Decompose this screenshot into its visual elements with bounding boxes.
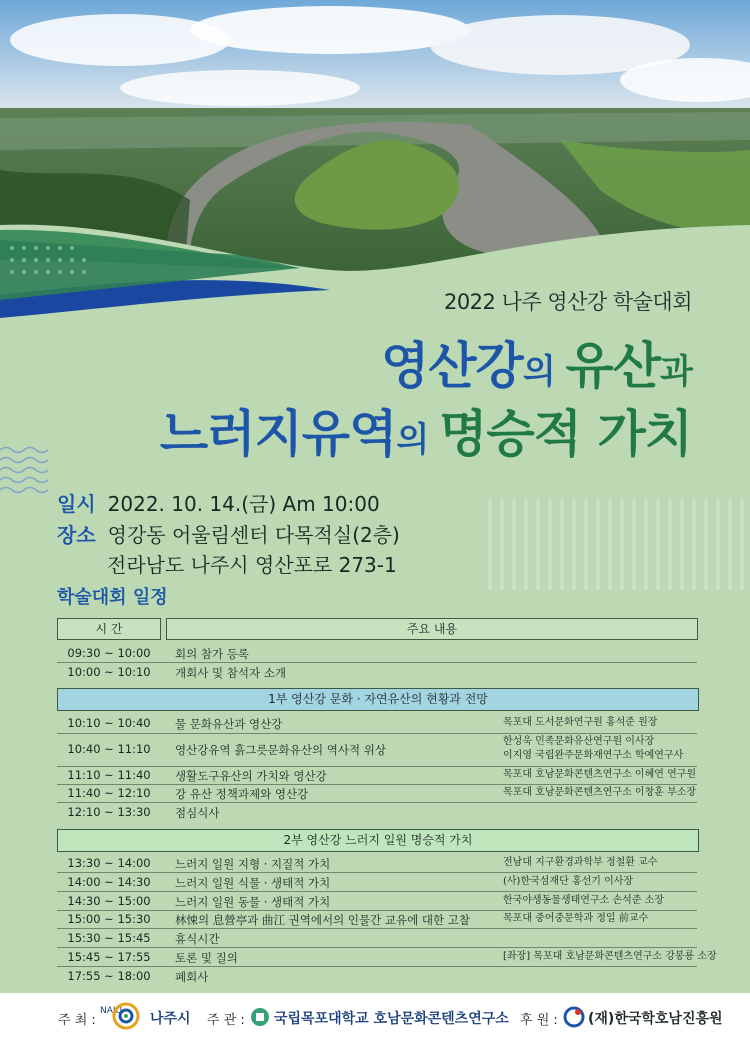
divider <box>57 784 697 785</box>
title-part: 느러지유역 <box>159 405 397 463</box>
row-content: 느러지 일원 동물 · 생태적 가치 <box>175 895 331 909</box>
host-label: 주 최 : <box>58 1013 96 1028</box>
section-1-header: 1부 영산강 문화 · 자연유산의 현황과 전망 <box>57 688 699 711</box>
row-content: 林悚의 息營亭과 曲江 권역에서의 인물간 교유에 대한 고찰 <box>175 913 470 927</box>
row-speaker: [좌장] 목포대 호남문화콘텐츠연구소 강봉룡 소장 <box>503 951 717 962</box>
row-time: 10:40 ~ 11:10 <box>67 742 151 756</box>
event-subtitle: 2022 나주 영산강 학술대회 <box>443 290 692 314</box>
sponsor-label: 후 원 : <box>520 1013 558 1028</box>
date-value: 2022. 10. 14.(금) Am 10:00 <box>107 492 380 516</box>
divider <box>57 947 697 948</box>
row-speaker: 한국야생동물생태연구소 손석준 소장 <box>503 895 664 906</box>
date-label: 일시 <box>57 492 96 516</box>
venue-value: 영강동 어울림센터 다목적실(2층) <box>107 523 400 547</box>
venue-line <box>57 519 400 548</box>
row-speaker: (사)한국섬재단 홍선기 이사장 <box>503 876 634 887</box>
wave-lines-left <box>0 440 50 500</box>
row-content: 물 문화유산과 영산강 <box>175 717 283 731</box>
row-content: 개회사 및 참석자 소개 <box>175 666 286 680</box>
row-content: 느러지 일원 지형 · 지질적 가치 <box>175 857 331 871</box>
schedule-title: 학술대회 일정 <box>57 587 168 608</box>
title-part: 의 <box>522 352 566 392</box>
row-speaker: 목포대 호남문화콘텐츠연구소 이창훈 부소장 <box>503 787 697 798</box>
footer <box>0 993 750 1041</box>
divider <box>57 733 697 734</box>
row-time: 14:00 ~ 14:30 <box>67 875 151 889</box>
row-content: 점심식사 <box>175 806 220 820</box>
title-part: 영산강 <box>380 337 523 395</box>
row-time: 11:10 ~ 11:40 <box>67 768 151 782</box>
divider <box>57 872 697 873</box>
row-content: 휴식시간 <box>175 932 220 946</box>
sponsor-org: (재)한국학호남진흥원 <box>588 1011 723 1027</box>
stripe-decoration <box>480 500 750 590</box>
row-content: 생활도구유산의 가치와 영산강 <box>175 769 327 783</box>
row-content: 토론 및 질의 <box>175 951 238 965</box>
title-part: 과 <box>660 352 692 392</box>
divider <box>57 662 697 663</box>
row-content: 폐회사 <box>175 970 209 984</box>
row-speaker: 한성욱 민족문화유산연구원 이사장 <box>503 736 655 747</box>
title-part: 명승적 가치 <box>439 405 692 463</box>
host-logo-text: NAJU <box>100 1006 123 1016</box>
divider <box>57 766 697 767</box>
row-speaker: 목포대 도서문화연구원 홍석준 원장 <box>503 717 658 728</box>
row-time: 10:10 ~ 10:40 <box>67 716 151 730</box>
row-content: 회의 참가 등록 <box>175 647 249 661</box>
venue-address: 전라남도 나주시 영산포로 273-1 <box>107 553 397 577</box>
divider <box>57 891 697 892</box>
row-speaker: 목포대 중어중문학과 정일 前교수 <box>503 913 649 924</box>
divider <box>57 966 697 967</box>
sponsor-logo-icon <box>563 1005 585 1029</box>
row-content: 강 유산 정책과제와 영산강 <box>175 787 309 801</box>
divider <box>57 910 697 911</box>
row-content: 영산강유역 흙그릇문화유산의 역사적 위상 <box>175 743 386 757</box>
row-speaker: 전남대 지구환경과학부 정철환 교수 <box>503 857 658 868</box>
col-header-content: 주요 내용 <box>166 618 698 640</box>
naju-logo-icon <box>112 1001 140 1031</box>
row-time: 14:30 ~ 15:00 <box>67 894 151 908</box>
host-org: 나주시 <box>150 1011 191 1027</box>
organizer-label: 주 관 : <box>207 1013 245 1028</box>
row-time: 09:30 ~ 10:00 <box>67 646 151 660</box>
mokpo-university-logo-icon <box>250 1007 270 1027</box>
col-header-time: 시 간 <box>57 618 161 640</box>
row-time: 13:30 ~ 14:00 <box>67 856 151 870</box>
row-time: 10:00 ~ 10:10 <box>67 665 151 679</box>
row-time: 15:30 ~ 15:45 <box>67 931 151 945</box>
organizer-org: 국립목포대학교 호남문화콘텐츠연구소 <box>274 1011 509 1027</box>
row-speaker: 이지영 국립완주문화재연구소 학예연구사 <box>503 750 684 761</box>
title-line-2 <box>160 394 692 466</box>
row-time: 11:40 ~ 12:10 <box>67 786 151 800</box>
section-2-header: 2부 영산강 느러지 일원 명승적 가치 <box>57 829 699 852</box>
divider <box>57 802 697 803</box>
date-line <box>57 488 380 517</box>
title-part: 의 <box>396 420 440 460</box>
venue-label: 장소 <box>57 523 96 547</box>
title-line-1 <box>381 326 692 398</box>
row-time: 12:10 ~ 13:30 <box>67 805 151 819</box>
row-content: 느러지 일원 식물 · 생태적 가치 <box>175 876 331 890</box>
title-part: 유산 <box>565 337 661 395</box>
row-time: 15:45 ~ 17:55 <box>67 950 151 964</box>
row-time: 15:00 ~ 15:30 <box>67 912 151 926</box>
row-time: 17:55 ~ 18:00 <box>67 969 151 983</box>
divider <box>57 928 697 929</box>
row-speaker: 목포대 호남문화콘텐츠연구소 이혜연 연구원 <box>503 769 697 780</box>
